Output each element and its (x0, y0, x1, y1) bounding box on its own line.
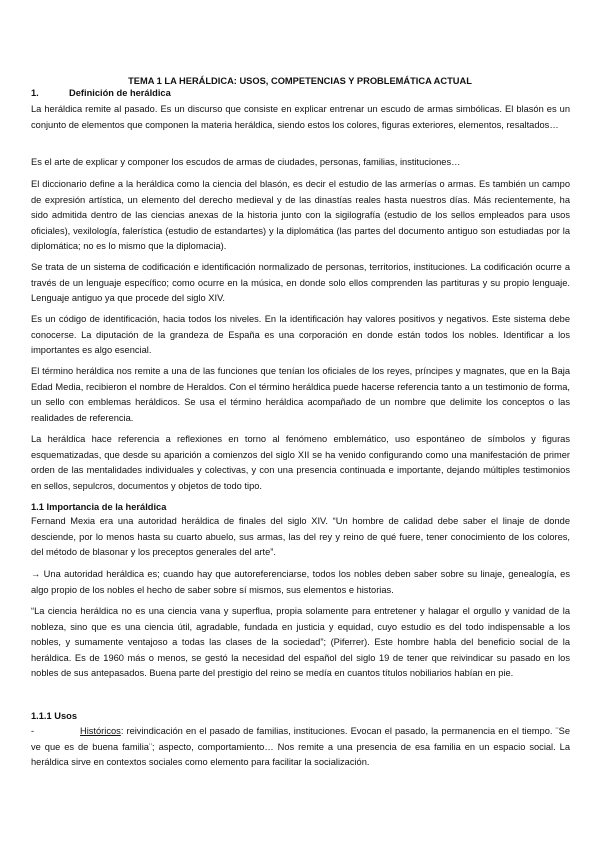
bullet-item-historicos (31, 724, 570, 771)
paragraph: Es el arte de explicar y componer los escudos de armas de ciudades, personas, familias, instituciones… (31, 157, 461, 167)
paragraph: → Una autoridad heráldica es; cuando hay que autoreferenciarse, todos los nobles deben saber sobre su linaje, genealogía, es algo propio de los nobles el hecho de saber sobre sí mismos, sus elementos e historias. (31, 569, 570, 595)
paragraph: El diccionario define a la heráldica como la ciencia del blasón, es decir el estudio de las armerías o armas. Es también un campo de expresión artística, un elemento del derecho medieval y de las dinastías reales hasta nuestros días. Más recientemente, ha sido admitida dentro de las ciencias anexas de la historia junto con la sigilografía (estudio de los sellos empleados para usos oficiales), vexilología, falerística (estudio de estandartes) y la diplomática (las partes del documento antiguo son estudiadas por la diplomática; no es lo mismo que la diplomacia). (31, 179, 570, 252)
bullet-dash: - (31, 726, 35, 736)
bullet-term: Históricos (80, 726, 121, 736)
paragraph: Fernand Mexia era una autoridad heráldica de finales del siglo XIV. “Un hombre de calidad debe saber el linaje de donde desciende, por lo menos hasta su cuarto abuelo, sus armas, las del rey y reino de qué fuere, tener conocimiento de los colores, del método de blasonar y los preceptos generales del arte”. (31, 516, 570, 558)
section-1-1-heading: 1.1 Importancia de la heráldica (31, 502, 167, 512)
paragraph: El término heráldica nos remite a una de las funciones que tenían los oficiales de los reyes, príncipes y magnates, que en la Baja Edad Media, recibieron el nombre de Heraldos. Con el término heráldica puede hacerse referencia tanto a un testimonio de forma, un sello con emblemas heráldicos. Se usa el término heráldica acompañado de un nombre que delimite los conceptos o las realidades de referencia. (31, 366, 570, 423)
paragraph: La heráldica remite al pasado. Es un discurso que consiste en explicar entrenar un escudo de armas simbólicas. El blasón es un conjunto de elementos que componen la materia heráldica, siendo estos los colores, figuras exteriores, elementos, resaltados… (31, 104, 570, 130)
section-1-heading (31, 88, 171, 99)
page-title: TEMA 1 LA HERÁLDICA: USOS, COMPETENCIAS Y PROBLEMÁTICA ACTUAL (128, 76, 472, 86)
paragraph: La heráldica hace referencia a reflexiones en torno al fenómeno emblemático, uso espontáneo de símbolos y figuras esquematizadas, que desde su aparición a comienzos del siglo XII se ha venido configurando como una manifestación de primer orden de las mentalidades individuales y colectivas, y con una presencia continuada e importante, dejando múltiples testimonios en sellos, sepulcros, documentos y objetos de todo tipo. (31, 434, 570, 491)
paragraph: “La ciencia heráldica no es una ciencia vana y superflua, propia solamente para entretener y halagar el orgullo y vanidad de la nobleza, sino que es una ciencia útil, agradable, fundada en justicia y equidad, cuyo estudio es del todo indispensable a los nobles, y sumamente ventajoso a todas las clases de la sociedad”; (Piferrer). Este hombre habla del beneficio social de la heráldica. Es de 1960 más o menos, se gestó la necesidad del español del siglo 19 de tener que reivindicar su pasado en los nobles de sus antepasados. Buena parte del prestigio del reino se medía en cuantos títulos nobiliarios habían en pie. (31, 606, 570, 679)
section-1-number: 1. (31, 88, 39, 98)
paragraph: Se trata de un sistema de codificación e identificación normalizado de personas, territorios, instituciones. La codificación ocurre a través de un lenguaje específico; como ocurre en la música, en donde solo ellos comprenden las partituras y su propio lenguaje. Lenguaje antiguo ya que procede del siglo XIV. (31, 262, 570, 304)
bullet-text: : reivindicación en el pasado de familias, instituciones. Evocan el pasado, la permanencia en el tiempo. ¨Se ve que es de buena familia¨; aspecto, comportamiento… Nos remite a una presencia de esa familia en un espacio social. La heráldica sirve en contextos sociales como elemento para facilitar la socialización. (31, 726, 570, 768)
paragraph: Es un código de identificación, hacia todos los niveles. En la identificación hay valores positivos y negativos. Este sistema debe conocerse. La diputación de la grandeza de España es una corporación en donde están todos los nobles. Identificar a los importantes es algo esencial. (31, 314, 570, 356)
section-1-title: Definición de heráldica (69, 88, 171, 98)
section-1-1-1-heading: 1.1.1 Usos (31, 711, 77, 721)
